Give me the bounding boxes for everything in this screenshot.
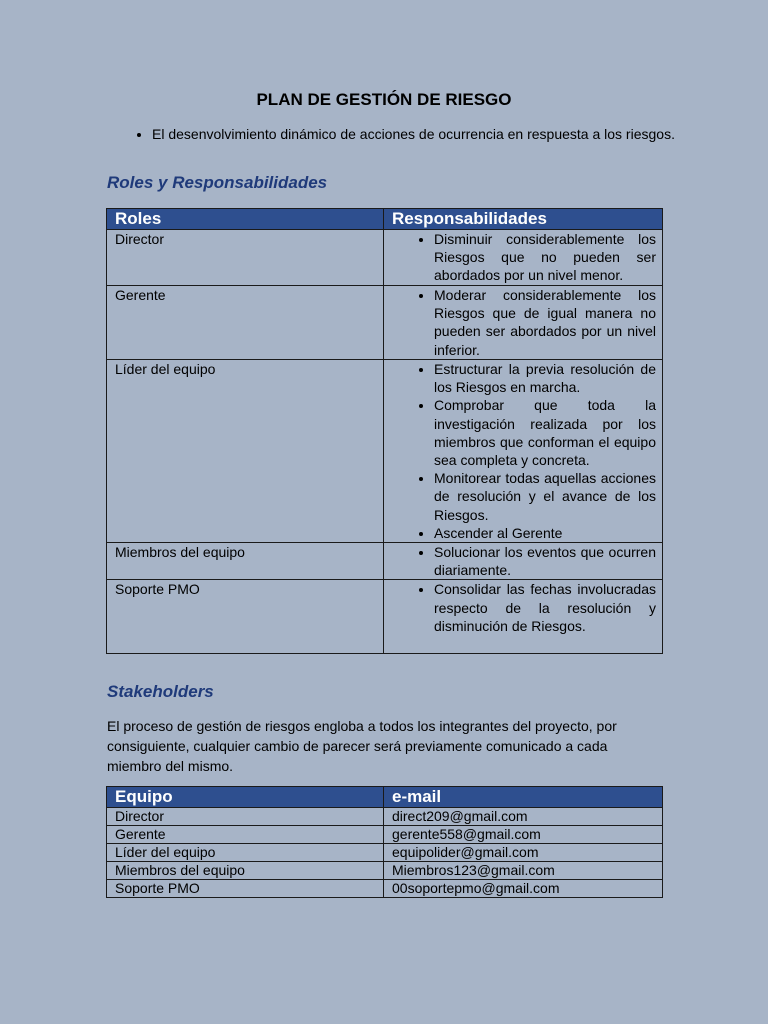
role-cell: Director xyxy=(107,230,384,286)
page-title: PLAN DE GESTIÓN DE RIESGO xyxy=(256,90,512,109)
responsibility-item: • Monitorear todas aquellas acciones de resolución y el avance de los Riesgos. xyxy=(434,469,656,524)
role-cell: Líder del equipo xyxy=(107,360,384,543)
table-row xyxy=(107,230,663,286)
responsibility-item: • Solucionar los eventos que ocurren diariamente. xyxy=(434,543,656,579)
header-roles: Roles xyxy=(107,209,384,230)
role-cell: Miembros del equipo xyxy=(107,543,384,580)
table-row xyxy=(107,808,663,826)
responsibility-cell xyxy=(384,580,663,654)
responsibility-item: • Ascender al Gerente xyxy=(434,524,656,542)
team-cell: Miembros del equipo xyxy=(107,862,384,880)
email-cell: Miembros123@gmail.com xyxy=(384,862,663,880)
team-cell: Líder del equipo xyxy=(107,844,384,862)
table-row xyxy=(107,580,663,654)
responsibility-cell xyxy=(384,543,663,580)
stakeholders-paragraph: El proceso de gestión de riesgos engloba a todos los integrantes del proyecto, por consiguiente, cualquier cambio de parecer será previamente comunicado a cada miembro del mismo. xyxy=(107,718,617,774)
table-row xyxy=(107,826,663,844)
responsibility-cell xyxy=(384,360,663,543)
responsibility-item: • Comprobar que toda la investigación realizada por los miembros que conforman el equipo sea completa y concreta. xyxy=(434,396,656,469)
responsibility-item: • Moderar considerablemente los Riesgos que de igual manera no pueden ser abordados por un nivel inferior. xyxy=(434,286,656,359)
table-row xyxy=(107,862,663,880)
intro-bullet: • El desenvolvimiento dinámico de acciones de ocurrencia en respuesta a los riesgos. xyxy=(152,125,708,144)
email-cell: gerente558@gmail.com xyxy=(384,826,663,844)
header-equipo: Equipo xyxy=(107,787,384,808)
stakeholders-table xyxy=(106,786,663,898)
table-row xyxy=(107,880,663,898)
header-email: e-mail xyxy=(384,787,663,808)
responsibility-cell xyxy=(384,230,663,286)
email-cell: direct209@gmail.com xyxy=(384,808,663,826)
roles-table xyxy=(106,208,663,654)
roles-table-header xyxy=(107,209,663,230)
roles-heading: Roles y Responsabilidades xyxy=(107,173,328,192)
intro-list xyxy=(107,125,708,144)
table-row xyxy=(107,360,663,543)
role-cell: Soporte PMO xyxy=(107,580,384,654)
responsibility-item: • Consolidar las fechas involucradas respecto de la resolución y disminución de Riesgos. xyxy=(434,580,656,635)
header-responsabilidades: Responsabilidades xyxy=(384,209,663,230)
responsibility-cell xyxy=(384,286,663,360)
stakeholders-table-header xyxy=(107,787,663,808)
role-cell: Gerente xyxy=(107,286,384,360)
table-row xyxy=(107,543,663,580)
table-row xyxy=(107,286,663,360)
stakeholders-heading: Stakeholders xyxy=(107,682,214,701)
table-row xyxy=(107,844,663,862)
email-cell: 00soportepmo@gmail.com xyxy=(384,880,663,898)
responsibility-item: • Disminuir considerablemente los Riesgos que no pueden ser abordados por un nivel menor. xyxy=(434,230,656,285)
team-cell: Director xyxy=(107,808,384,826)
team-cell: Soporte PMO xyxy=(107,880,384,898)
responsibility-item: • Estructurar la previa resolución de los Riesgos en marcha. xyxy=(434,360,656,396)
email-cell: equipolider@gmail.com xyxy=(384,844,663,862)
team-cell: Gerente xyxy=(107,826,384,844)
